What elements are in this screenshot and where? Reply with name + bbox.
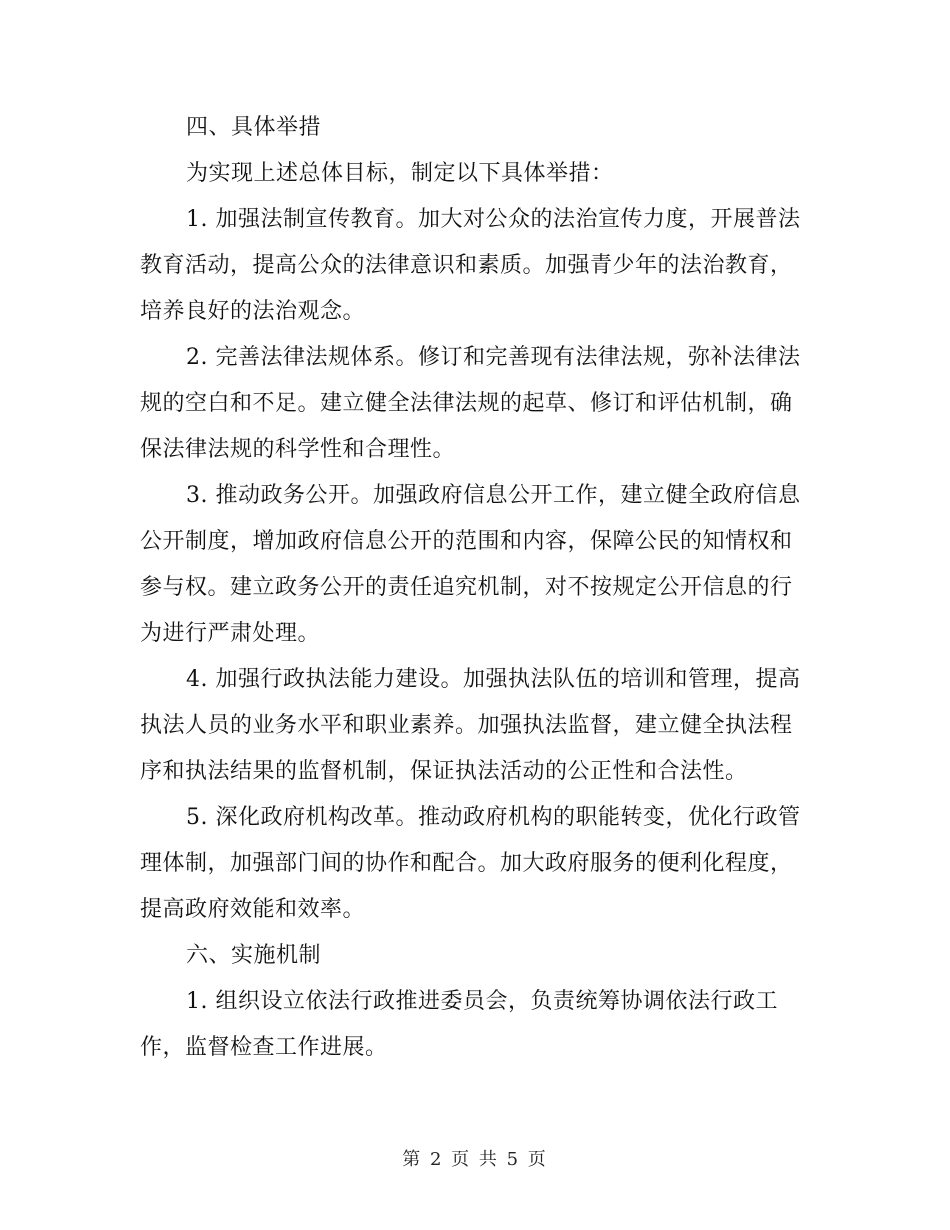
document-body (140, 105, 810, 1071)
measure-item: 1. 加强法制宣传教育。加大对公众的法治宣传力度，开展普法教育活动，提高公众的法律意识和素质。加强青少年的法治教育，培养良好的法治观念。 (140, 207, 801, 324)
measure-item: 3. 推动政务公开。加强政府信息公开工作，建立健全政府信息公开制度，增加政府信息公开的范围和内容，保障公民的知情权和参与权。建立政务公开的责任追究机制，对不按规定公开信息的行为进行严肃处理。 (140, 483, 801, 646)
intro-paragraph: 为实现上述总体目标，制定以下具体举措： (186, 161, 614, 186)
page-number-footer: 第 2 页 共 5 页 (402, 1149, 548, 1170)
mechanism-item: 1. 组织设立依法行政推进委员会，负责统筹协调依法行政工作，监督检查工作进展。 (140, 989, 778, 1060)
measure-item: 2. 完善法律法规体系。修订和完善现有法律法规，弥补法律法规的空白和不足。建立健全法律法规的起草、修订和评估机制，确保法律法规的科学性和合理性。 (140, 345, 801, 462)
measure-item: 5. 深化政府机构改革。推动政府机构的职能转变，优化行政管理体制，加强部门间的协作和配合。加大政府服务的便利化程度，提高政府效能和效率。 (140, 805, 801, 922)
measure-item: 4. 加强行政执法能力建设。加强执法队伍的培训和管理，提高执法人员的业务水平和职业素养。加强执法监督，建立健全执法程序和执法结果的监督机制，保证执法活动的公正性和合法性。 (140, 667, 801, 784)
section-heading: 六、实施机制 (186, 943, 322, 968)
section-heading: 四、具体举措 (186, 115, 322, 140)
